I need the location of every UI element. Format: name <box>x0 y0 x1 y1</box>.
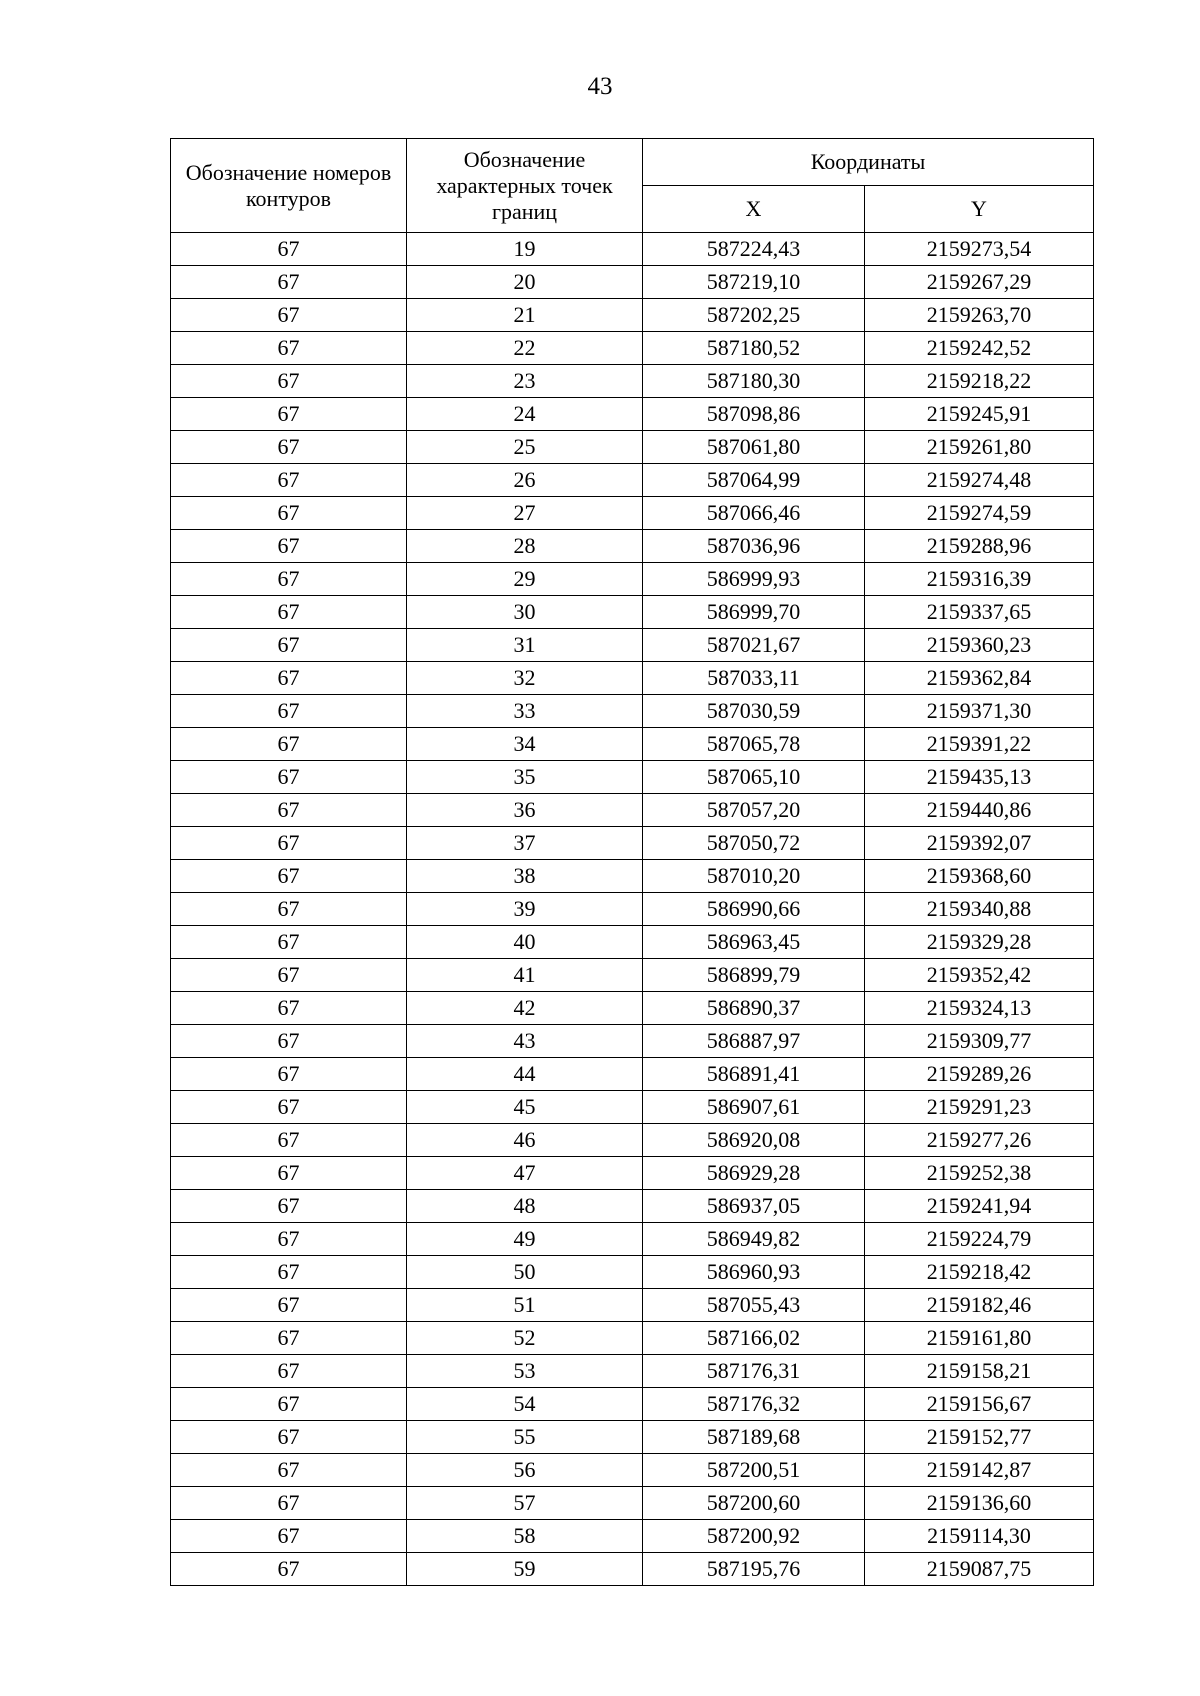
cell-y: 2159142,87 <box>865 1454 1094 1487</box>
page-number: 43 <box>587 73 613 100</box>
cell-point: 36 <box>407 794 643 827</box>
cell-x: 586949,82 <box>643 1223 865 1256</box>
cell-x: 587065,10 <box>643 761 865 794</box>
cell-x: 586899,79 <box>643 959 865 992</box>
cell-y: 2159288,96 <box>865 530 1094 563</box>
cell-x: 586920,08 <box>643 1124 865 1157</box>
table-row <box>171 596 1094 629</box>
cell-x: 587098,86 <box>643 398 865 431</box>
cell-y: 2159329,28 <box>865 926 1094 959</box>
cell-x: 587189,68 <box>643 1421 865 1454</box>
table-row <box>171 1190 1094 1223</box>
cell-contour: 67 <box>171 497 407 530</box>
cell-y: 2159114,30 <box>865 1520 1094 1553</box>
cell-point: 57 <box>407 1487 643 1520</box>
cell-contour: 67 <box>171 332 407 365</box>
cell-point: 49 <box>407 1223 643 1256</box>
table-row <box>171 1520 1094 1553</box>
cell-point: 44 <box>407 1058 643 1091</box>
cell-x: 587200,51 <box>643 1454 865 1487</box>
coordinates-table <box>170 138 1094 1586</box>
cell-x: 587057,20 <box>643 794 865 827</box>
cell-contour: 67 <box>171 1421 407 1454</box>
cell-contour: 67 <box>171 761 407 794</box>
table-row <box>171 1388 1094 1421</box>
table-row <box>171 1223 1094 1256</box>
cell-point: 58 <box>407 1520 643 1553</box>
cell-contour: 67 <box>171 992 407 1025</box>
table-row <box>171 1157 1094 1190</box>
table-row <box>171 266 1094 299</box>
cell-point: 22 <box>407 332 643 365</box>
cell-x: 587033,11 <box>643 662 865 695</box>
cell-y: 2159340,88 <box>865 893 1094 926</box>
table-row <box>171 1058 1094 1091</box>
table-row <box>171 662 1094 695</box>
cell-y: 2159362,84 <box>865 662 1094 695</box>
cell-point: 29 <box>407 563 643 596</box>
cell-contour: 67 <box>171 1124 407 1157</box>
cell-x: 587195,76 <box>643 1553 865 1586</box>
cell-contour: 67 <box>171 266 407 299</box>
cell-point: 56 <box>407 1454 643 1487</box>
cell-y: 2159391,22 <box>865 728 1094 761</box>
cell-point: 46 <box>407 1124 643 1157</box>
cell-x: 587065,78 <box>643 728 865 761</box>
header-point: Обозначение характерных точек границ <box>407 139 643 233</box>
cell-point: 52 <box>407 1322 643 1355</box>
cell-x: 587166,02 <box>643 1322 865 1355</box>
cell-x: 586999,70 <box>643 596 865 629</box>
table-row <box>171 332 1094 365</box>
cell-x: 587180,30 <box>643 365 865 398</box>
cell-y: 2159158,21 <box>865 1355 1094 1388</box>
table-row <box>171 1553 1094 1586</box>
cell-point: 23 <box>407 365 643 398</box>
cell-point: 19 <box>407 233 643 266</box>
table-row <box>171 629 1094 662</box>
cell-point: 26 <box>407 464 643 497</box>
cell-point: 43 <box>407 1025 643 1058</box>
cell-contour: 67 <box>171 926 407 959</box>
cell-y: 2159263,70 <box>865 299 1094 332</box>
cell-x: 587219,10 <box>643 266 865 299</box>
table-row <box>171 1454 1094 1487</box>
cell-point: 48 <box>407 1190 643 1223</box>
table-row <box>171 893 1094 926</box>
table-row <box>171 464 1094 497</box>
table-row <box>171 1322 1094 1355</box>
table-row <box>171 1025 1094 1058</box>
cell-contour: 67 <box>171 1553 407 1586</box>
cell-point: 39 <box>407 893 643 926</box>
cell-point: 54 <box>407 1388 643 1421</box>
cell-point: 38 <box>407 860 643 893</box>
cell-y: 2159261,80 <box>865 431 1094 464</box>
cell-y: 2159274,59 <box>865 497 1094 530</box>
cell-y: 2159316,39 <box>865 563 1094 596</box>
cell-point: 27 <box>407 497 643 530</box>
cell-y: 2159161,80 <box>865 1322 1094 1355</box>
cell-contour: 67 <box>171 794 407 827</box>
cell-point: 45 <box>407 1091 643 1124</box>
cell-y: 2159392,07 <box>865 827 1094 860</box>
header-x: X <box>643 186 865 233</box>
table-row <box>171 1124 1094 1157</box>
cell-x: 587061,80 <box>643 431 865 464</box>
cell-x: 587050,72 <box>643 827 865 860</box>
cell-y: 2159324,13 <box>865 992 1094 1025</box>
table-row <box>171 860 1094 893</box>
cell-contour: 67 <box>171 1454 407 1487</box>
header-coordinates: Координаты <box>643 139 1094 186</box>
table-row <box>171 431 1094 464</box>
cell-y: 2159224,79 <box>865 1223 1094 1256</box>
cell-point: 28 <box>407 530 643 563</box>
table-row <box>171 299 1094 332</box>
cell-point: 35 <box>407 761 643 794</box>
cell-x: 586999,93 <box>643 563 865 596</box>
table-row <box>171 959 1094 992</box>
cell-x: 586891,41 <box>643 1058 865 1091</box>
table-row <box>171 1355 1094 1388</box>
cell-y: 2159182,46 <box>865 1289 1094 1322</box>
table-row <box>171 695 1094 728</box>
cell-contour: 67 <box>171 398 407 431</box>
cell-contour: 67 <box>171 1289 407 1322</box>
cell-contour: 67 <box>171 299 407 332</box>
cell-point: 34 <box>407 728 643 761</box>
cell-y: 2159242,52 <box>865 332 1094 365</box>
cell-contour: 67 <box>171 959 407 992</box>
cell-y: 2159274,48 <box>865 464 1094 497</box>
cell-x: 587064,99 <box>643 464 865 497</box>
cell-y: 2159241,94 <box>865 1190 1094 1223</box>
cell-contour: 67 <box>171 1256 407 1289</box>
cell-x: 587180,52 <box>643 332 865 365</box>
cell-x: 587036,96 <box>643 530 865 563</box>
cell-point: 21 <box>407 299 643 332</box>
cell-contour: 67 <box>171 1388 407 1421</box>
cell-x: 586929,28 <box>643 1157 865 1190</box>
cell-contour: 67 <box>171 695 407 728</box>
cell-x: 587010,20 <box>643 860 865 893</box>
table-row <box>171 398 1094 431</box>
cell-y: 2159218,22 <box>865 365 1094 398</box>
cell-y: 2159440,86 <box>865 794 1094 827</box>
cell-contour: 67 <box>171 1091 407 1124</box>
cell-point: 51 <box>407 1289 643 1322</box>
cell-y: 2159309,77 <box>865 1025 1094 1058</box>
cell-contour: 67 <box>171 662 407 695</box>
cell-contour: 67 <box>171 596 407 629</box>
cell-contour: 67 <box>171 1025 407 1058</box>
cell-x: 587176,31 <box>643 1355 865 1388</box>
table-row <box>171 233 1094 266</box>
cell-contour: 67 <box>171 1487 407 1520</box>
cell-contour: 67 <box>171 1190 407 1223</box>
cell-x: 587200,60 <box>643 1487 865 1520</box>
cell-point: 59 <box>407 1553 643 1586</box>
header-y: Y <box>865 186 1094 233</box>
cell-contour: 67 <box>171 233 407 266</box>
cell-contour: 67 <box>171 464 407 497</box>
table-row <box>171 827 1094 860</box>
cell-contour: 67 <box>171 1157 407 1190</box>
table-row <box>171 1289 1094 1322</box>
cell-y: 2159277,26 <box>865 1124 1094 1157</box>
cell-y: 2159337,65 <box>865 596 1094 629</box>
cell-y: 2159252,38 <box>865 1157 1094 1190</box>
cell-contour: 67 <box>171 1322 407 1355</box>
cell-x: 586890,37 <box>643 992 865 1025</box>
cell-point: 53 <box>407 1355 643 1388</box>
cell-contour: 67 <box>171 860 407 893</box>
cell-y: 2159360,23 <box>865 629 1094 662</box>
table-header <box>171 139 1094 233</box>
cell-y: 2159289,26 <box>865 1058 1094 1091</box>
table-row <box>171 992 1094 1025</box>
table-row <box>171 1487 1094 1520</box>
cell-x: 587224,43 <box>643 233 865 266</box>
cell-y: 2159352,42 <box>865 959 1094 992</box>
cell-x: 587200,92 <box>643 1520 865 1553</box>
cell-contour: 67 <box>171 827 407 860</box>
cell-contour: 67 <box>171 431 407 464</box>
cell-point: 50 <box>407 1256 643 1289</box>
cell-contour: 67 <box>171 629 407 662</box>
cell-contour: 67 <box>171 728 407 761</box>
cell-contour: 67 <box>171 1355 407 1388</box>
header-contour: Обозначение номеров контуров <box>171 139 407 233</box>
cell-contour: 67 <box>171 1058 407 1091</box>
cell-y: 2159136,60 <box>865 1487 1094 1520</box>
cell-point: 47 <box>407 1157 643 1190</box>
cell-point: 37 <box>407 827 643 860</box>
cell-contour: 67 <box>171 1520 407 1553</box>
cell-point: 31 <box>407 629 643 662</box>
table-row <box>171 794 1094 827</box>
cell-point: 25 <box>407 431 643 464</box>
cell-point: 40 <box>407 926 643 959</box>
cell-point: 32 <box>407 662 643 695</box>
cell-x: 587202,25 <box>643 299 865 332</box>
table-row <box>171 497 1094 530</box>
cell-contour: 67 <box>171 530 407 563</box>
cell-y: 2159371,30 <box>865 695 1094 728</box>
cell-y: 2159291,23 <box>865 1091 1094 1124</box>
table-row <box>171 1091 1094 1124</box>
cell-y: 2159435,13 <box>865 761 1094 794</box>
cell-x: 586937,05 <box>643 1190 865 1223</box>
cell-point: 55 <box>407 1421 643 1454</box>
cell-y: 2159218,42 <box>865 1256 1094 1289</box>
cell-y: 2159156,67 <box>865 1388 1094 1421</box>
table-row <box>171 1256 1094 1289</box>
cell-x: 587030,59 <box>643 695 865 728</box>
table-body <box>171 233 1094 1586</box>
cell-x: 587176,32 <box>643 1388 865 1421</box>
cell-contour: 67 <box>171 563 407 596</box>
cell-x: 586960,93 <box>643 1256 865 1289</box>
table-row <box>171 1421 1094 1454</box>
cell-y: 2159087,75 <box>865 1553 1094 1586</box>
cell-y: 2159245,91 <box>865 398 1094 431</box>
cell-y: 2159267,29 <box>865 266 1094 299</box>
cell-y: 2159368,60 <box>865 860 1094 893</box>
cell-point: 30 <box>407 596 643 629</box>
cell-y: 2159152,77 <box>865 1421 1094 1454</box>
cell-x: 587055,43 <box>643 1289 865 1322</box>
cell-x: 586990,66 <box>643 893 865 926</box>
table-row <box>171 926 1094 959</box>
cell-x: 587021,67 <box>643 629 865 662</box>
table-row <box>171 563 1094 596</box>
cell-point: 24 <box>407 398 643 431</box>
cell-point: 33 <box>407 695 643 728</box>
cell-y: 2159273,54 <box>865 233 1094 266</box>
table-row <box>171 728 1094 761</box>
cell-x: 586887,97 <box>643 1025 865 1058</box>
cell-x: 586963,45 <box>643 926 865 959</box>
cell-x: 587066,46 <box>643 497 865 530</box>
cell-contour: 67 <box>171 365 407 398</box>
cell-point: 20 <box>407 266 643 299</box>
cell-x: 586907,61 <box>643 1091 865 1124</box>
cell-contour: 67 <box>171 1223 407 1256</box>
cell-point: 41 <box>407 959 643 992</box>
table-row <box>171 365 1094 398</box>
cell-contour: 67 <box>171 893 407 926</box>
table-row <box>171 761 1094 794</box>
table-row <box>171 530 1094 563</box>
cell-point: 42 <box>407 992 643 1025</box>
